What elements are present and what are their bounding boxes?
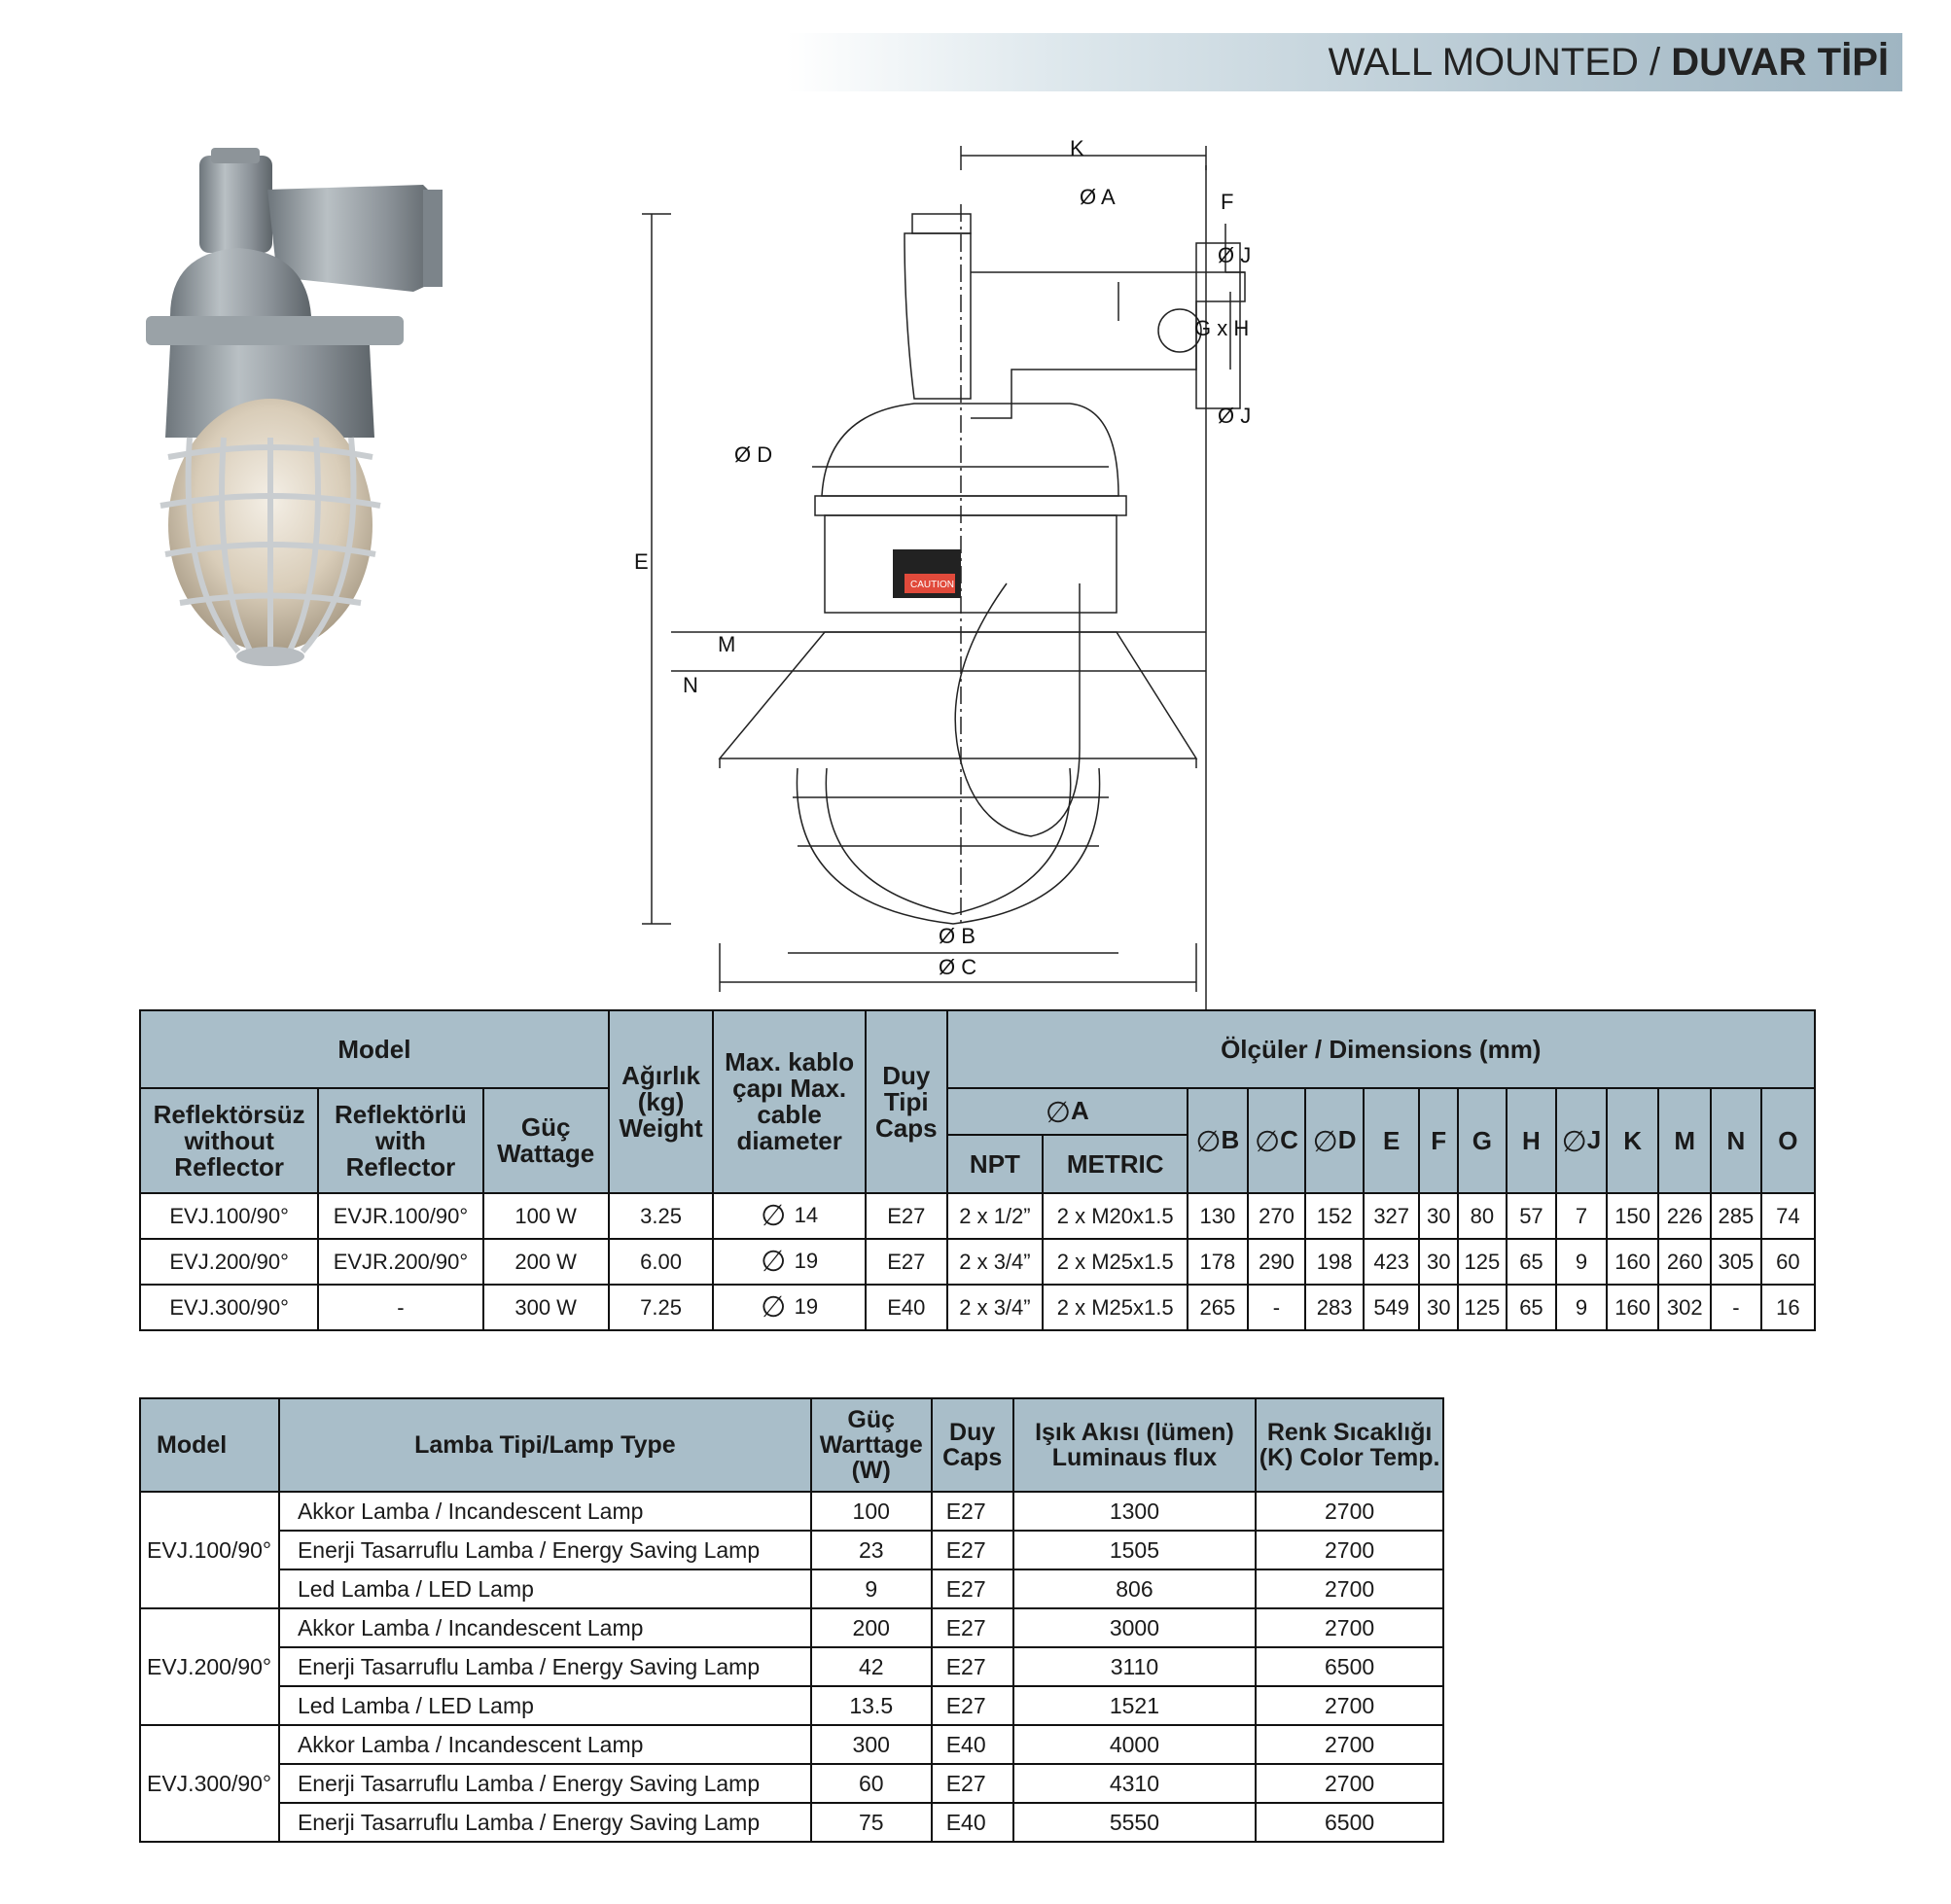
cell-color: 2700 <box>1256 1686 1443 1725</box>
th-n: N <box>1711 1088 1761 1193</box>
cell-o: 60 <box>1761 1239 1815 1285</box>
cell-weight: 7.25 <box>609 1285 713 1330</box>
cell-caps: E27 <box>932 1569 1013 1608</box>
th-wattage: Güç Wattage <box>483 1088 609 1193</box>
table-row <box>140 1193 1815 1239</box>
cell-color: 6500 <box>1256 1647 1443 1686</box>
cell-color: 6500 <box>1256 1803 1443 1842</box>
th-cable: Max. kablo çapı Max. cable diameter <box>713 1010 866 1193</box>
cell-f: 30 <box>1419 1193 1458 1239</box>
th-dimensions: Ölçüler / Dimensions (mm) <box>947 1010 1815 1088</box>
th-model: Model <box>140 1010 609 1088</box>
cell-o: 16 <box>1761 1285 1815 1330</box>
table-row <box>140 1285 1815 1330</box>
cell-without: EVJ.100/90° <box>140 1193 318 1239</box>
cell-e: 549 <box>1364 1285 1419 1330</box>
cell-g: 125 <box>1458 1239 1507 1285</box>
cell-lamp: Led Lamba / LED Lamp <box>279 1569 811 1608</box>
cell-lamp: Led Lamba / LED Lamp <box>279 1686 811 1725</box>
cell-wattage: 200 W <box>483 1239 609 1285</box>
cell-color: 2700 <box>1256 1608 1443 1647</box>
table-row <box>140 1239 1815 1285</box>
table-row <box>140 1569 1443 1608</box>
th-lamp-model: Model <box>140 1398 279 1492</box>
cell-model: EVJ.200/90° <box>140 1608 279 1725</box>
table-row <box>140 1531 1443 1569</box>
cell-color: 2700 <box>1256 1492 1443 1531</box>
product-photo <box>131 146 443 671</box>
cell-g: 125 <box>1458 1285 1507 1330</box>
cell-without: EVJ.300/90° <box>140 1285 318 1330</box>
cell-watt: 13.5 <box>811 1686 932 1725</box>
dim-label-n: N <box>683 673 698 697</box>
dim-label-d: Ø D <box>734 442 773 467</box>
dim-label-b: Ø B <box>939 924 976 948</box>
th-h: H <box>1507 1088 1556 1193</box>
cell-watt: 75 <box>811 1803 932 1842</box>
th-metric: METRIC <box>1043 1135 1188 1193</box>
cell-e: 423 <box>1364 1239 1419 1285</box>
th-f: F <box>1419 1088 1458 1193</box>
cell-caps: E40 <box>932 1803 1013 1842</box>
cell-watt: 100 <box>811 1492 932 1531</box>
cell-b: 265 <box>1188 1285 1248 1330</box>
cell-flux: 3000 <box>1013 1608 1257 1647</box>
cell-flux: 1300 <box>1013 1492 1257 1531</box>
cell-caps: E27 <box>866 1239 947 1285</box>
cell-flux: 806 <box>1013 1569 1257 1608</box>
dim-label-k: K <box>1070 136 1084 160</box>
th-lamp-type: Lamba Tipi/Lamp Type <box>279 1398 811 1492</box>
cell-lamp: Enerji Tasarruflu Lamba / Energy Saving Lamp <box>279 1647 811 1686</box>
dim-label-e: E <box>634 549 649 574</box>
table-row <box>140 1608 1443 1647</box>
cell-flux: 1505 <box>1013 1531 1257 1569</box>
table-row <box>140 1686 1443 1725</box>
cell-caps: E27 <box>932 1492 1013 1531</box>
cell-color: 2700 <box>1256 1531 1443 1569</box>
th-k: K <box>1607 1088 1659 1193</box>
cell-caps: E27 <box>932 1531 1013 1569</box>
th-npt: NPT <box>947 1135 1044 1193</box>
cell-model: EVJ.100/90° <box>140 1492 279 1608</box>
cell-m: 260 <box>1658 1239 1711 1285</box>
page-title: WALL MOUNTED / DUVAR TİPİ <box>1328 41 1889 84</box>
th-lamp-color: Renk Sıcaklığı (K) Color Temp. <box>1256 1398 1443 1492</box>
header-band <box>786 33 1902 91</box>
cell-c: - <box>1248 1285 1306 1330</box>
cell-c: 290 <box>1248 1239 1306 1285</box>
cell-metric: 2 x M25x1.5 <box>1043 1285 1188 1330</box>
cell-color: 2700 <box>1256 1569 1443 1608</box>
table-row <box>140 1647 1443 1686</box>
cell-color: 2700 <box>1256 1725 1443 1764</box>
cell-cable: ∅ 14 <box>713 1193 866 1239</box>
th-lamp-flux: Işık Akısı (lümen) Luminaus flux <box>1013 1398 1257 1492</box>
cell-without: EVJ.200/90° <box>140 1239 318 1285</box>
cell-d: 152 <box>1305 1193 1364 1239</box>
cell-flux: 5550 <box>1013 1803 1257 1842</box>
th-c: ∅C <box>1248 1088 1306 1193</box>
cell-weight: 6.00 <box>609 1239 713 1285</box>
cell-flux: 3110 <box>1013 1647 1257 1686</box>
cell-metric: 2 x M25x1.5 <box>1043 1239 1188 1285</box>
cell-k: 160 <box>1607 1285 1659 1330</box>
cell-caps: E27 <box>932 1608 1013 1647</box>
dim-label-m: M <box>718 632 736 656</box>
th-caps: Duy Tipi Caps <box>866 1010 947 1193</box>
cell-npt: 2 x 3/4” <box>947 1239 1044 1285</box>
dim-label-gxh: G x H <box>1194 316 1250 340</box>
th-m: M <box>1658 1088 1711 1193</box>
cell-flux: 1521 <box>1013 1686 1257 1725</box>
dimensions-table <box>139 1009 1816 1331</box>
cell-g: 80 <box>1458 1193 1507 1239</box>
cell-metric: 2 x M20x1.5 <box>1043 1193 1188 1239</box>
cell-f: 30 <box>1419 1239 1458 1285</box>
cell-d: 283 <box>1305 1285 1364 1330</box>
dim-label-a: Ø A <box>1080 185 1116 209</box>
dim-label-j-top: Ø J <box>1218 243 1252 267</box>
th-g: G <box>1458 1088 1507 1193</box>
cell-caps: E27 <box>932 1647 1013 1686</box>
th-with: Reflektörlü with Reflector <box>318 1088 482 1193</box>
cell-with: EVJR.200/90° <box>318 1239 482 1285</box>
cell-j: 9 <box>1556 1239 1607 1285</box>
th-lamp-wattage: Güç Warttage (W) <box>811 1398 932 1492</box>
cell-watt: 42 <box>811 1647 932 1686</box>
th-without: Reflektörsüz without Reflector <box>140 1088 318 1193</box>
cell-with: EVJR.100/90° <box>318 1193 482 1239</box>
cell-n: - <box>1711 1285 1761 1330</box>
cell-k: 160 <box>1607 1239 1659 1285</box>
cell-m: 302 <box>1658 1285 1711 1330</box>
cell-e: 327 <box>1364 1193 1419 1239</box>
lamp-table <box>139 1397 1444 1843</box>
cell-lamp: Akkor Lamba / Incandescent Lamp <box>279 1608 811 1647</box>
th-o: O <box>1761 1088 1815 1193</box>
cell-lamp: Enerji Tasarruflu Lamba / Energy Saving Lamp <box>279 1764 811 1803</box>
cell-m: 226 <box>1658 1193 1711 1239</box>
cell-watt: 300 <box>811 1725 932 1764</box>
th-a: ∅A <box>947 1088 1188 1135</box>
dim-label-c: Ø C <box>939 955 977 979</box>
cell-wattage: 300 W <box>483 1285 609 1330</box>
th-e: E <box>1364 1088 1419 1193</box>
cell-c: 270 <box>1248 1193 1306 1239</box>
cell-j: 7 <box>1556 1193 1607 1239</box>
cell-lamp: Akkor Lamba / Incandescent Lamp <box>279 1725 811 1764</box>
cell-o: 74 <box>1761 1193 1815 1239</box>
cell-h: 65 <box>1507 1285 1556 1330</box>
cell-caps: E40 <box>866 1285 947 1330</box>
dim-label-j-bottom: Ø J <box>1218 404 1252 428</box>
cell-h: 57 <box>1507 1193 1556 1239</box>
th-b: ∅B <box>1188 1088 1248 1193</box>
th-j: ∅J <box>1556 1088 1607 1193</box>
cell-lamp: Akkor Lamba / Incandescent Lamp <box>279 1492 811 1531</box>
cell-cable: ∅ 19 <box>713 1285 866 1330</box>
cell-d: 198 <box>1305 1239 1364 1285</box>
cell-wattage: 100 W <box>483 1193 609 1239</box>
th-d: ∅D <box>1305 1088 1364 1193</box>
cell-caps: E27 <box>932 1764 1013 1803</box>
cell-j: 9 <box>1556 1285 1607 1330</box>
cell-caps: E40 <box>932 1725 1013 1764</box>
cell-watt: 9 <box>811 1569 932 1608</box>
nameplate-caution: CAUTION <box>910 580 954 590</box>
cell-npt: 2 x 1/2” <box>947 1193 1044 1239</box>
cell-weight: 3.25 <box>609 1193 713 1239</box>
cell-watt: 200 <box>811 1608 932 1647</box>
cell-n: 285 <box>1711 1193 1761 1239</box>
cell-model: EVJ.300/90° <box>140 1725 279 1842</box>
table-row <box>140 1725 1443 1764</box>
cell-color: 2700 <box>1256 1764 1443 1803</box>
cell-lamp: Enerji Tasarruflu Lamba / Energy Saving Lamp <box>279 1531 811 1569</box>
table-row <box>140 1492 1443 1531</box>
cell-n: 305 <box>1711 1239 1761 1285</box>
cell-f: 30 <box>1419 1285 1458 1330</box>
cell-flux: 4310 <box>1013 1764 1257 1803</box>
cell-npt: 2 x 3/4” <box>947 1285 1044 1330</box>
cell-caps: E27 <box>866 1193 947 1239</box>
technical-drawing <box>622 126 1252 1011</box>
cell-caps: E27 <box>932 1686 1013 1725</box>
cell-b: 178 <box>1188 1239 1248 1285</box>
dim-label-f: F <box>1221 190 1234 214</box>
cell-watt: 23 <box>811 1531 932 1569</box>
cell-h: 65 <box>1507 1239 1556 1285</box>
cell-k: 150 <box>1607 1193 1659 1239</box>
th-lamp-caps: Duy Caps <box>932 1398 1013 1492</box>
cell-flux: 4000 <box>1013 1725 1257 1764</box>
cell-with: - <box>318 1285 482 1330</box>
cell-watt: 60 <box>811 1764 932 1803</box>
table-row <box>140 1764 1443 1803</box>
cell-cable: ∅ 19 <box>713 1239 866 1285</box>
th-weight: Ağırlık (kg) Weight <box>609 1010 713 1193</box>
cell-lamp: Enerji Tasarruflu Lamba / Energy Saving Lamp <box>279 1803 811 1842</box>
table-row <box>140 1803 1443 1842</box>
cell-b: 130 <box>1188 1193 1248 1239</box>
